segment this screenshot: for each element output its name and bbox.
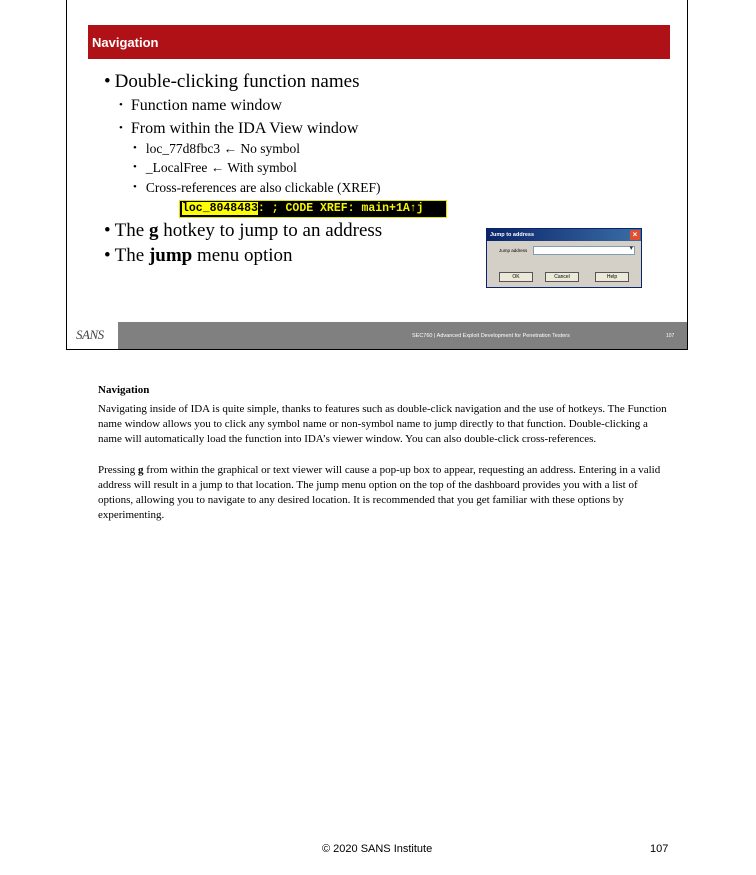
- notes-paragraph-2: Pressing g from within the graphical or text viewer will cause a pop-up box to appear, requesting an address. Entering in a valid address will result in a jump to that location. The jump menu option on the top of the dashboard provides you with a list of options, allowing you to navigate to any desired location. It is recommended that you get familiar with these options by experimenting.: [98, 464, 661, 521]
- ok-button: OK: [499, 272, 533, 282]
- copyright: © 2020 SANS Institute: [322, 843, 433, 855]
- slide-page-number: 107: [666, 333, 675, 339]
- bullet-function-name-window: • Function name window: [119, 97, 282, 114]
- notes-heading: Navigation: [98, 384, 150, 396]
- dialog-title: Jump to address ×: [487, 229, 641, 241]
- close-icon: ×: [630, 230, 640, 240]
- slide-title: Navigation: [92, 35, 159, 50]
- cancel-button: Cancel: [545, 272, 579, 282]
- jump-address-field: [533, 246, 635, 255]
- xref-comment: : ; CODE XREF: main+1A↑j: [257, 202, 424, 215]
- xref-code-sample: [179, 200, 447, 218]
- bullet-jump-menu: • The jump menu option: [104, 245, 293, 266]
- notes-paragraph-1: Navigating inside of IDA is quite simple, thanks to features such as double-click navigation and the use of hotkeys. The Function name window allows you to click any symbol name or non-symbol name to jump directly to that function. Double-clicking a name will automatically load the function into IDA’s viewer window. You can also double-click cross-references.: [98, 403, 667, 445]
- course-name: SEC760 | Advanced Exploit Development for Penetration Testers: [412, 333, 570, 339]
- bullet-with-symbol: • _LocalFree ← With symbol: [133, 160, 297, 175]
- bullet-ida-view: • From within the IDA View window: [119, 120, 359, 137]
- bullet-g-hotkey: • The g hotkey to jump to an address: [104, 220, 383, 241]
- sans-logo: SANS: [67, 322, 120, 349]
- slide: [66, 0, 688, 350]
- jump-to-address-dialog: [486, 228, 642, 288]
- page-number: 107: [650, 843, 669, 855]
- slide-title-bar: [88, 25, 670, 59]
- xref-address: loc_8048483: [182, 202, 258, 215]
- bullet-no-symbol: • loc_77d8fbc3 ← No symbol: [133, 141, 300, 156]
- notes-section: [98, 383, 668, 523]
- help-button: Help: [595, 272, 629, 282]
- dialog-label: Jump address: [499, 248, 528, 253]
- bullet-xref: • Cross-references are also clickable (XREF): [133, 180, 381, 195]
- bullet-double-click: • Double-clicking function names: [104, 71, 360, 92]
- slide-footer: [67, 322, 687, 349]
